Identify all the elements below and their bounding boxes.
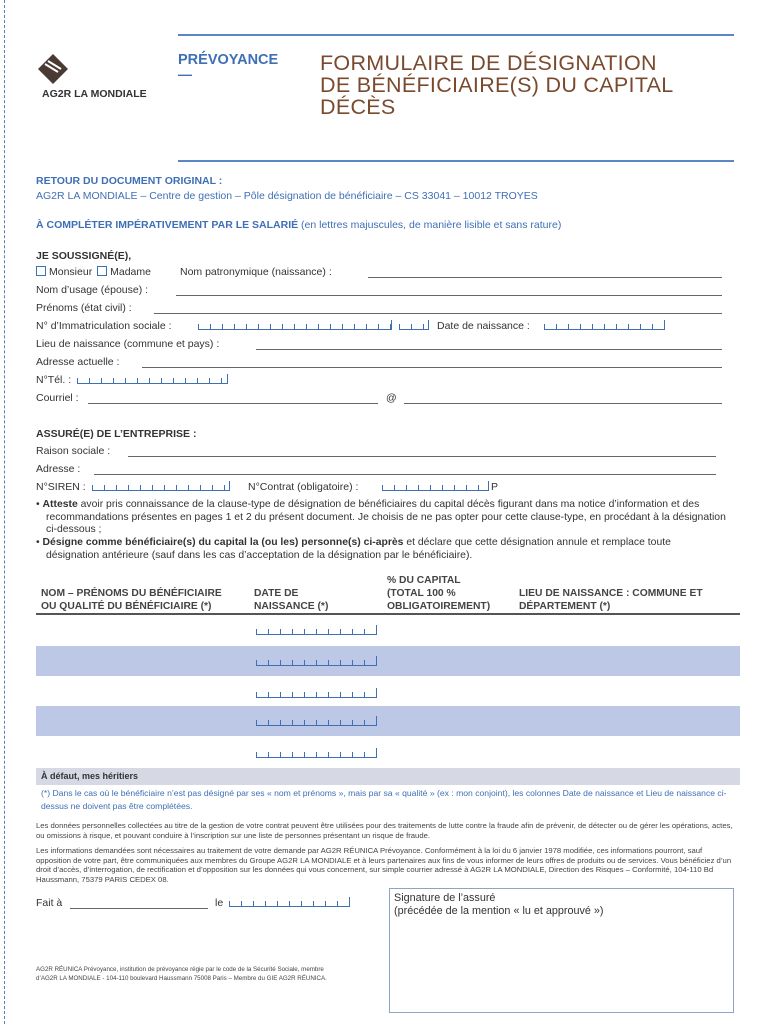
entreprise-adresse-label: Adresse :: [36, 463, 81, 475]
clause-designe: • Désigne comme bénéficiaire(s) du capital la (ou les) personne(s) ci-après et déclare que cette désignation annule et remplace toute désignation antérieure (sauf dans les cas d’acceptation de la désignation par le bénéficiaire).: [36, 537, 671, 561]
beneficiary-1-date-field[interactable]: [256, 625, 377, 635]
beneficiary-4-date-field[interactable]: [256, 716, 377, 726]
entreprise-adresse-field[interactable]: [94, 463, 716, 475]
default-heirs-label: À défaut, mes héritiers: [41, 771, 139, 781]
logo-icon: [36, 52, 70, 86]
logo: [36, 52, 70, 91]
le-label: le: [215, 897, 224, 909]
lieu-naissance-field[interactable]: [256, 338, 722, 350]
date-naissance-label: Date de naissance :: [437, 320, 530, 332]
header-rule: [178, 160, 734, 162]
clause-designe-bold: Désigne comme bénéficiaire(s) du capital la (ou les) personne(s) ci-après: [42, 537, 404, 548]
beneficiary-3-date-field[interactable]: [256, 688, 377, 698]
contrat-field[interactable]: [382, 481, 489, 491]
cut-line: [4, 0, 5, 1024]
civility-row: [36, 266, 151, 278]
siren-label: N°SIREN :: [36, 481, 86, 493]
fait-label: Fait à: [36, 897, 63, 909]
page-title: [320, 52, 674, 118]
contrat-suffix: P: [491, 481, 499, 493]
section-dash: —: [178, 66, 192, 82]
clause-atteste-text: avoir pris connaissance de la clause-type de désignation de bénéficiaires du capital décès figurant dans ma notice d’information et des recommandations présentes en pages 1 et 2 du présent document. Je choisis de ne pas opter pour cette clause-type, en procédant à la désignation ci-dessous ;: [46, 499, 726, 535]
immatriculation-field[interactable]: [198, 320, 392, 330]
clause-atteste: • Atteste avoir pris connaissance de la clause-type de désignation de bénéficiaires du capital décès figurant dans ma notice d’information et des recommandations présentes en pages 1 et 2 du présent document. Je choisis de ne pas opter pour cette clause-type, en procédant à la désignation ci-dessous ;: [36, 499, 726, 535]
top-rule: [178, 34, 734, 36]
th-date-line-2: NAISSANCE (*): [254, 601, 329, 612]
th-lieu-line-2: DÉPARTEMENT (*): [519, 601, 611, 612]
title-line-2: DE BÉNÉFICIAIRE(S) DU CAPITAL: [320, 73, 674, 97]
adresse-field[interactable]: [142, 356, 722, 368]
adresse-label: Adresse actuelle :: [36, 356, 120, 368]
instruction: [36, 219, 561, 231]
title-line-1: FORMULAIRE DE DÉSIGNATION: [320, 51, 657, 75]
entreprise-heading: ASSURÉ(E) DE L’ENTREPRISE :: [36, 428, 197, 440]
madame-checkbox[interactable]: [97, 266, 107, 276]
at-sign: @: [386, 392, 397, 404]
madame-label: Madame: [110, 266, 151, 278]
default-heirs-row: [36, 768, 740, 785]
footer-text: AG2R RÉUNICA Prévoyance, institution de prévoyance régie par le code de la Sécurité Sociale, membre d’AG2R LA MONDIALE - 104-110 boulevard Haussmann 75008 Paris – Membre du GIE AG2R RÉUNICA.: [36, 966, 327, 982]
siren-field[interactable]: [92, 481, 230, 491]
nom-usage-field[interactable]: [176, 284, 722, 296]
signature-box[interactable]: [389, 888, 734, 1013]
raison-sociale-label: Raison sociale :: [36, 445, 111, 457]
th-nom: [41, 587, 222, 613]
legal-data: Les informations demandées sont nécessaires au traitement de votre demande par AG2R RÉUNICA Prévoyance. Conformément à la loi du 6 janvier 1978 modifiée, ces informations pourront, sauf opposition de votre part, être communiquées aux membres du Groupe AG2R LA MONDIALE et à leurs partenaires aux fins de vous informer de leurs offres de produits ou de services. Vous bénéficiez d’un droit d’accès, d’interrogation, de rectification et d’opposition sur les données qui vous concernent, sur simple courrier adressé à AG2R LA MONDIALE, Direction des Risques – Conformité, 104-110 Bd Haussmann, 75379 PARIS CEDEX 08.: [36, 846, 732, 884]
table-row-band-2: [36, 646, 740, 676]
courriel-user-field[interactable]: [88, 392, 378, 404]
prenoms-field[interactable]: [154, 302, 722, 314]
clause-designe-text: et déclare que cette désignation annule et remplace toute désignation antérieure (sauf dans les cas d’acceptation de la désignation par le bénéficiaire).: [46, 537, 671, 561]
date-naissance-field[interactable]: [544, 320, 665, 330]
tel-label: N°Tél. :: [36, 374, 72, 386]
th-lieu-line-1: LIEU DE NAISSANCE : COMMUNE ET: [519, 588, 703, 599]
beneficiary-5-date-field[interactable]: [256, 748, 377, 758]
th-nom-line-1: NOM – PRÉNOMS DU BÉNÉFICIAIRE: [41, 588, 222, 599]
instruction-bold: À COMPLÉTER IMPÉRATIVEMENT PAR LE SALARIÉ: [36, 219, 299, 231]
immatriculation-key-field[interactable]: [399, 320, 429, 330]
table-header-rule: [36, 613, 740, 615]
th-lieu: [519, 587, 703, 613]
instruction-normal: (en lettres majuscules, de manière lisible et sans rature): [301, 219, 562, 231]
monsieur-checkbox[interactable]: [36, 266, 46, 276]
courriel-label: Courriel :: [36, 392, 79, 404]
nom-patronymique-label: Nom patronymique (naissance) :: [180, 266, 332, 278]
th-capital-line-3: OBLIGATOIREMENT): [387, 601, 491, 612]
tel-field[interactable]: [77, 374, 228, 384]
signature-box-line-2: (précédée de la mention « lu et approuvé »): [394, 905, 604, 917]
clause-atteste-bold: Atteste: [42, 499, 78, 510]
soussigne-heading: JE SOUSSIGNÉ(E),: [36, 250, 132, 262]
nom-usage-label: Nom d’usage (épouse) :: [36, 284, 149, 296]
th-capital: [387, 574, 490, 613]
th-nom-line-2: OU QUALITÉ DU BÉNÉFICIAIRE (*): [41, 601, 212, 612]
retour-address: AG2R LA MONDIALE – Centre de gestion – Pôle désignation de bénéficiaire – CS 33041 – 10012 TROYES: [36, 190, 538, 202]
prenoms-label: Prénoms (état civil) :: [36, 302, 132, 314]
th-capital-line-1: % DU CAPITAL: [387, 575, 461, 586]
section-label: PRÉVOYANCE: [178, 52, 279, 68]
nom-patronymique-field[interactable]: [368, 266, 722, 278]
lieu-naissance-label: Lieu de naissance (commune et pays) :: [36, 338, 220, 350]
courriel-domain-field[interactable]: [404, 392, 722, 404]
retour-heading: RETOUR DU DOCUMENT ORIGINAL :: [36, 175, 223, 187]
th-capital-line-2: (TOTAL 100 %: [387, 588, 456, 599]
logo-text: AG2R LA MONDIALE: [42, 88, 147, 100]
legal-fraud: Les données personnelles collectées au titre de la gestion de votre contrat peuvent être utilisées pour des traitements de lutte contre la fraude afin de prévenir, de détecter ou de gérer les opérations, actes, ou omissions à risque, et pouvant conduire à l’inscription sur une liste de personnes présentant un risque de fraude.: [36, 821, 733, 840]
table-footnote: (*) Dans le cas où le bénéficiaire n’est pas désigné par ses « nom et prénoms », mais par sa « qualité » (ex : mon conjoint), les colonnes Date de naissance et Lieu de naissance ci-dessus ne doivent pas être complétées.: [41, 788, 727, 811]
table-row-band-4: [36, 706, 740, 736]
title-line-3: DÉCÈS: [320, 95, 396, 119]
raison-sociale-field[interactable]: [128, 445, 716, 457]
monsieur-label: Monsieur: [49, 266, 93, 278]
contrat-label: N°Contrat (obligatoire) :: [248, 481, 359, 493]
fait-field[interactable]: [70, 897, 208, 909]
signature-box-line-1: Signature de l’assuré: [394, 892, 496, 904]
th-date: [254, 587, 328, 613]
immatriculation-label: N° d’Immatriculation sociale :: [36, 320, 172, 332]
beneficiary-2-date-field[interactable]: [256, 656, 377, 666]
th-date-line-1: DATE DE: [254, 588, 299, 599]
le-date-field[interactable]: [229, 897, 350, 907]
